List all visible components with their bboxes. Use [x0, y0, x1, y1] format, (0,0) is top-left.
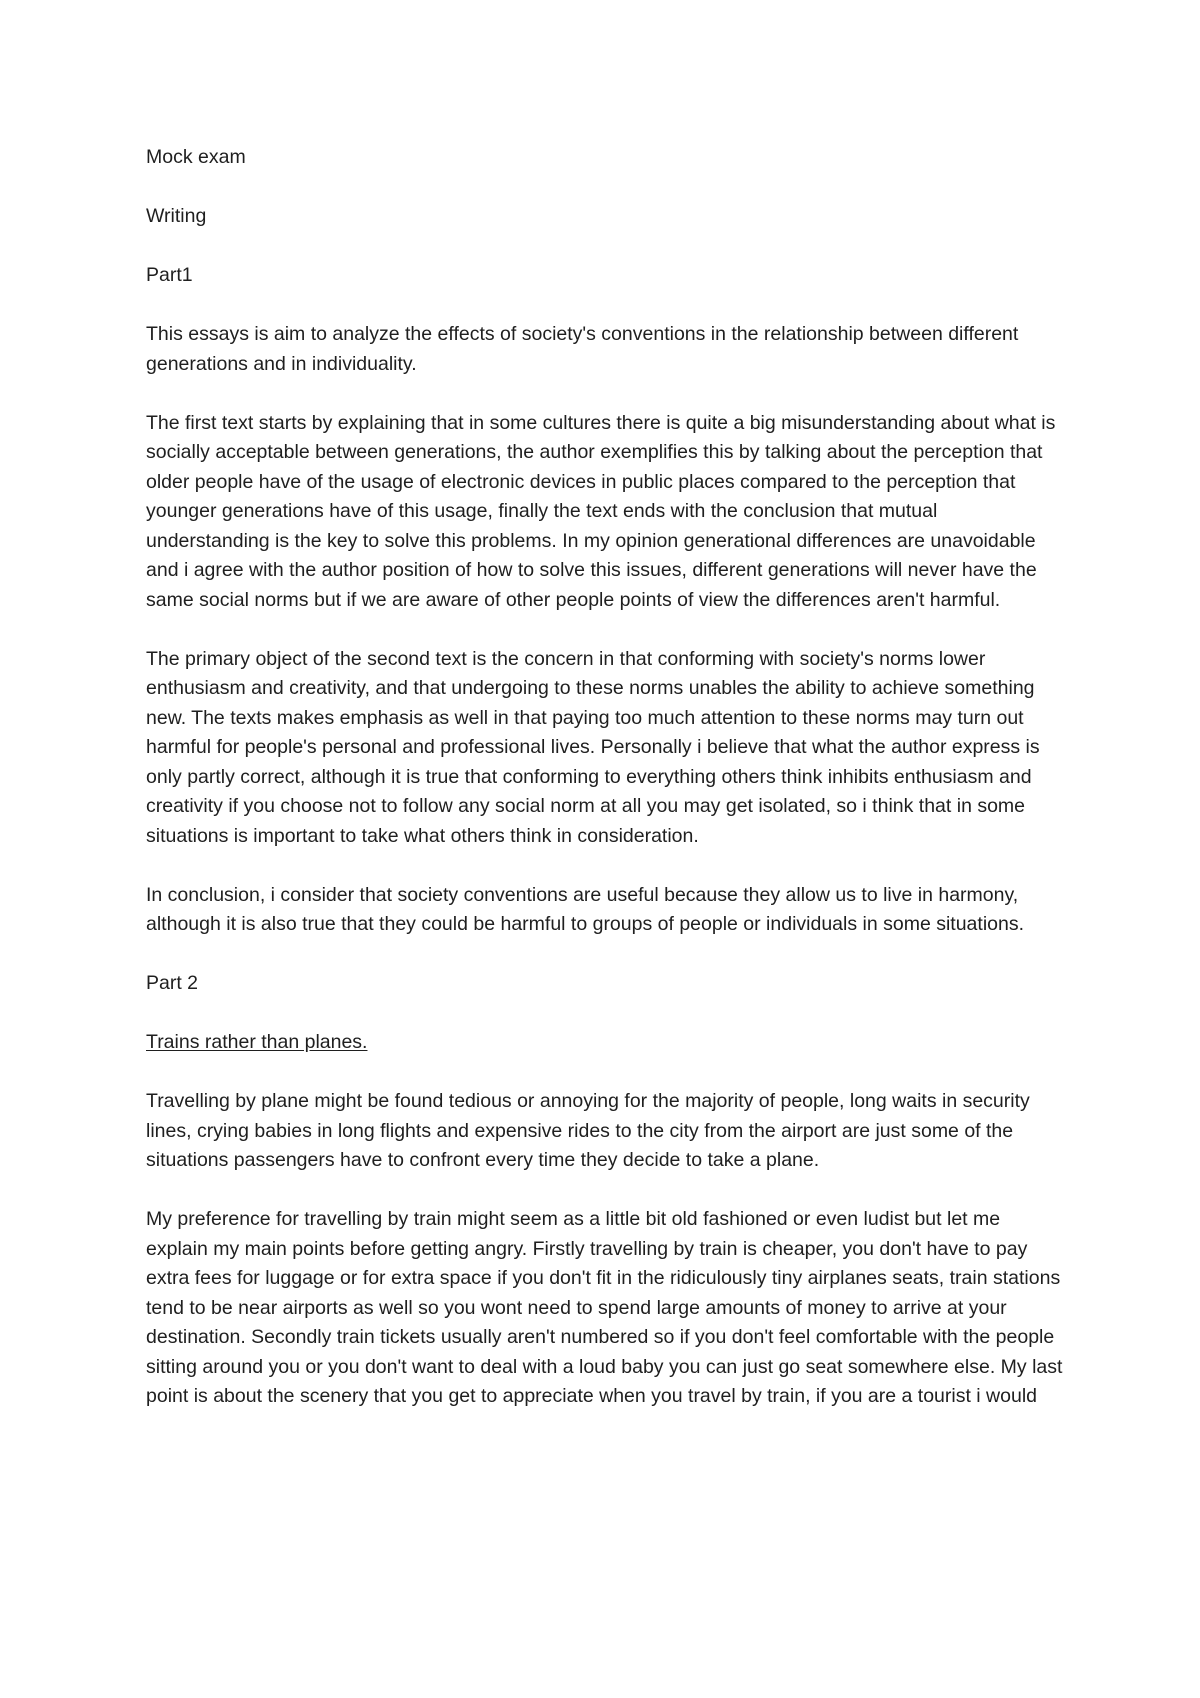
part2-essay-title: Trains rather than planes. — [146, 1031, 368, 1053]
part1-heading: Part1 — [146, 264, 193, 286]
part1-paragraph-3: The primary object of the second text is the concern in that conforming with society's norms lower enthusiasm and creativity, and that undergoing to these norms unables the ability to achieve something new. The texts makes emphasis as well in that paying too much attention to these norms may turn out harmful for people's personal and professional lives. Personally i believe that what the author express is only partly correct, although it is true that conforming to everything others think inhibits enthusiasm and creativity if you choose not to follow any social norm at all you may get isolated, so i think that in some situations is important to take what others think in consideration. — [146, 647, 1040, 847]
document-title: Mock exam — [146, 146, 246, 168]
section-heading-writing: Writing — [146, 205, 207, 227]
part1-paragraph-4: In conclusion, i consider that society conventions are useful because they allow us to live in harmony, although it is also true that they could be harmful to groups of people or individuals in some situations. — [146, 883, 1025, 935]
part1-paragraph-1: This essays is aim to analyze the effects of society's conventions in the relationship between different generations and in individuality. — [146, 323, 1019, 375]
part2-heading: Part 2 — [146, 972, 199, 994]
part1-paragraph-2: The first text starts by explaining that in some cultures there is quite a big misunderstanding about what is socially acceptable between generations, the author exemplifies this by talking about the perception that older people have of the usage of electronic devices in public places compared to the perception that younger generations have of this usage, finally the text ends with the conclusion that mutual understanding is the key to solve this problems. In my opinion generational differences are unavoidable and i agree with the author position of how to solve this issues, different generations will never have the same social norms but if we are aware of other people points of view the differences aren't harmful. — [146, 411, 1056, 611]
document-body — [146, 143, 1066, 1441]
part2-paragraph-2: My preference for travelling by train might seem as a little bit old fashioned or even ludist but let me explain my main points before getting angry. Firstly travelling by train is cheaper, you don't have to pay extra fees for luggage or for extra space if you don't fit in the ridiculously tiny airplanes seats, train stations tend to be near airports as well so you wont need to spend large amounts of money to arrive at your destination. Secondly train tickets usually aren't numbered so if you don't feel comfortable with the people sitting around you or you don't want to deal with a loud baby you can just go seat somewhere else. My last point is about the scenery that you get to appreciate when you travel by train, if you are a tourist i would — [146, 1208, 1063, 1407]
part2-paragraph-1: Travelling by plane might be found tedious or annoying for the majority of people, long waits in security lines, crying babies in long flights and expensive rides to the city from the airport are just some of the situations passengers have to confront every time they decide to take a plane. — [146, 1090, 1030, 1171]
